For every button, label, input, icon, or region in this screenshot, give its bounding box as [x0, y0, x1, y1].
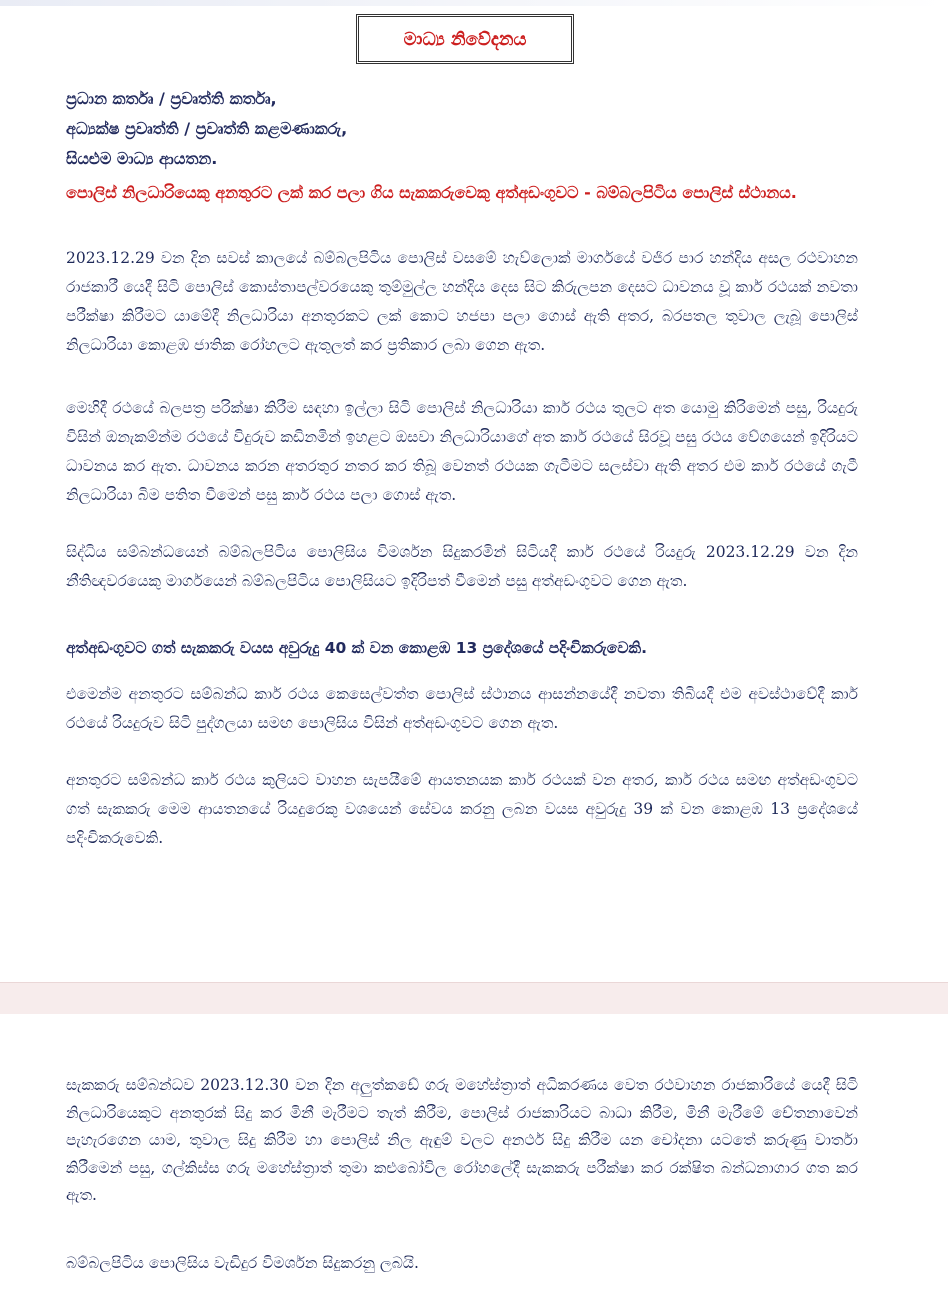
document-title: මාධ්‍ය නිවේදනය: [356, 14, 574, 64]
paragraph: අනතුරට සම්බන්ධ කාර් රථය කුලියට වාහන සැපයීමේ ආයතනයක කාර් රථයක් වන අතර, කාර් රථය සමඟ අත්අඩංගුවට ගත් සැකකරු මෙම ආයතනයේ රියදුරෙකු වශයෙන් සේවය කරනු ලබන වයස අවුරුදු 39 ක් වන කොළඹ 13 ප්‍රදේශයේ පදිංචිකරුවෙකි.: [66, 771, 858, 847]
paragraph: මෙහිදී රථයේ බලපත්‍ර පරික්ෂා කිරීම සඳහා ඉල්ලා සිටි පොලිස් නිලධාරියා කාර් රථය තුලට අත යොමු කිරිමෙන් පසු, රියදුරු විසින් ඔනැකම්න්ම රථයේ විදුරුව කඩිනමින් ඉහළට ඔසවා නිලධාරියාගේ අත කාර් රථයේ සිරවූ පසු රථය වේගයෙන් ඉදිරියට ධාවනය කර ඇත. ධාවනය කරන අතරතුර නතර කර තිබූ වෙනත් රථයක ගැටීමට සලස්වා ඇති අතර එම කාර් රථයේ ගැටී නිලධාරියා බිම පතිත වීමෙන් පසු කාර් රථය පලා ගොස් ඇත.: [66, 399, 858, 504]
headline: පොලිස් නිලධාරියෙකු අනතුරට ලක් කර පලා ගිය සැකකරුවෙකු අත්අඩංගුවට - බම්බලපිටිය පොලිස් ස්ථානය.: [66, 183, 797, 202]
addressee-line: අධ්‍යක්ෂ ප්‍රවෘත්ති / ප්‍රවෘත්ති කළමණාකරු,: [66, 119, 348, 138]
paragraph: 2023.12.29 වන දින සවස් කාලයේ බම්බලපිටිය පොලිස් වසමේ හැව්ලොක් මාර්ගයේ වජිර පාර හන්දිය අසල රථවාහන රාජකාරී යෙදී සිටි පොලිස් කොස්තාපල්වරයෙකු තුම්මුල්ල හන්දිය දෙස සිට කිරුලපන දෙසට ධාවනය වූ කාර් රථයක් නවතා පරීක්ෂා කිරීමට යාමේදී නිලධාරියා අනතුරකට ලක් කොට හජපා පලා ගොස් ඇති අතර, බරපතල තුවාල ලැබූ පොලිස් නිලධාරියා කොළඹ ජාතික රෝහලට ඇතුලත් කර ප්‍රතිකාර ලබා ගෙන ඇත.: [66, 249, 858, 354]
paragraph-bold: අත්අඩංගුවට ගත් සැකකරු වයස අවුරුදු 40 ක් වන කොළඹ 13 ප්‍රදේශයේ පදිංචිකරුවෙකි.: [66, 639, 647, 657]
addressee-line: ප්‍රධාන කර්තෘ / ප්‍රවෘත්ති කර්තෘ,: [66, 89, 277, 108]
addressee-block: [66, 84, 347, 174]
addressee-line: සියළුම මාධ්‍ය ආයතන.: [66, 149, 218, 168]
page-break: [0, 982, 948, 1016]
page-top-edge: [0, 0, 948, 6]
paragraph: බම්බලපිටිය පොලිසිය වැඩිදුර විමර්ශන සිදුකරනු ලබයි.: [66, 1254, 419, 1272]
paragraph: එමෙන්ම අනතුරට සම්බන්ධ කාර් රථය කෙසෙල්වත්ත පොලිස් ස්ථානය ආසන්නයේදී නවතා තිබියදී එම අවස්ථාවේදී කාර් රථයේ රියදුරුව සිටි පුද්ගලයා සමඟ පොලිසිය විසින් අත්අඩංගුවට ගෙන ඇත.: [66, 685, 858, 732]
paragraph: සැකකරු සම්බන්ධව 2023.12.30 වන දින අලුත්කඩේ ගරු මහේස්ත්‍රාත් අධිකරණය වෙත රථවාහන රාජකාරියේ යෙදී සිටි නිලධාරියෙකුට අනතුරක් සිදු කර මිනී මැරීමට තැත් කිරීම, පොලිස් රාජකාරියට බාධා කිරීම, මිනී මැරීමේ චේතනාවෙන් පැහැරගෙන යාම, තුවාල සිදු කිරීම හා පොලිස් නිල ඇඳුම් වලට අනර්ථ සිදු කිරීම යන චෝදනා යටතේ කරුණු වාර්තා කිරීමෙන් පසු, ගල්කිස්ස ගරු මහේස්ත්‍රාත් තුමා කළුබෝවිල රෝහලේදී සැකකරු පරීක්ෂා කර රක්ෂිත බන්ධනාගාර ගත කර ඇත.: [66, 1076, 858, 1204]
paragraph: සිද්ධිය සම්බන්ධයෙන් බම්බලපිටිය පොලිසිය විමර්ශන සිදුකරමින් සිටියදී කාර් රථයේ රියදුරු 2023.12.29 වන දින නීතිඥවරයෙකු මාර්ගයෙන් බම්බලපිටිය පොලිසියට ඉදිරිපත් වීමෙන් පසු අත්අඩංගුවට ගෙන ඇත.: [66, 543, 858, 590]
document-page-2: [0, 1014, 948, 1292]
